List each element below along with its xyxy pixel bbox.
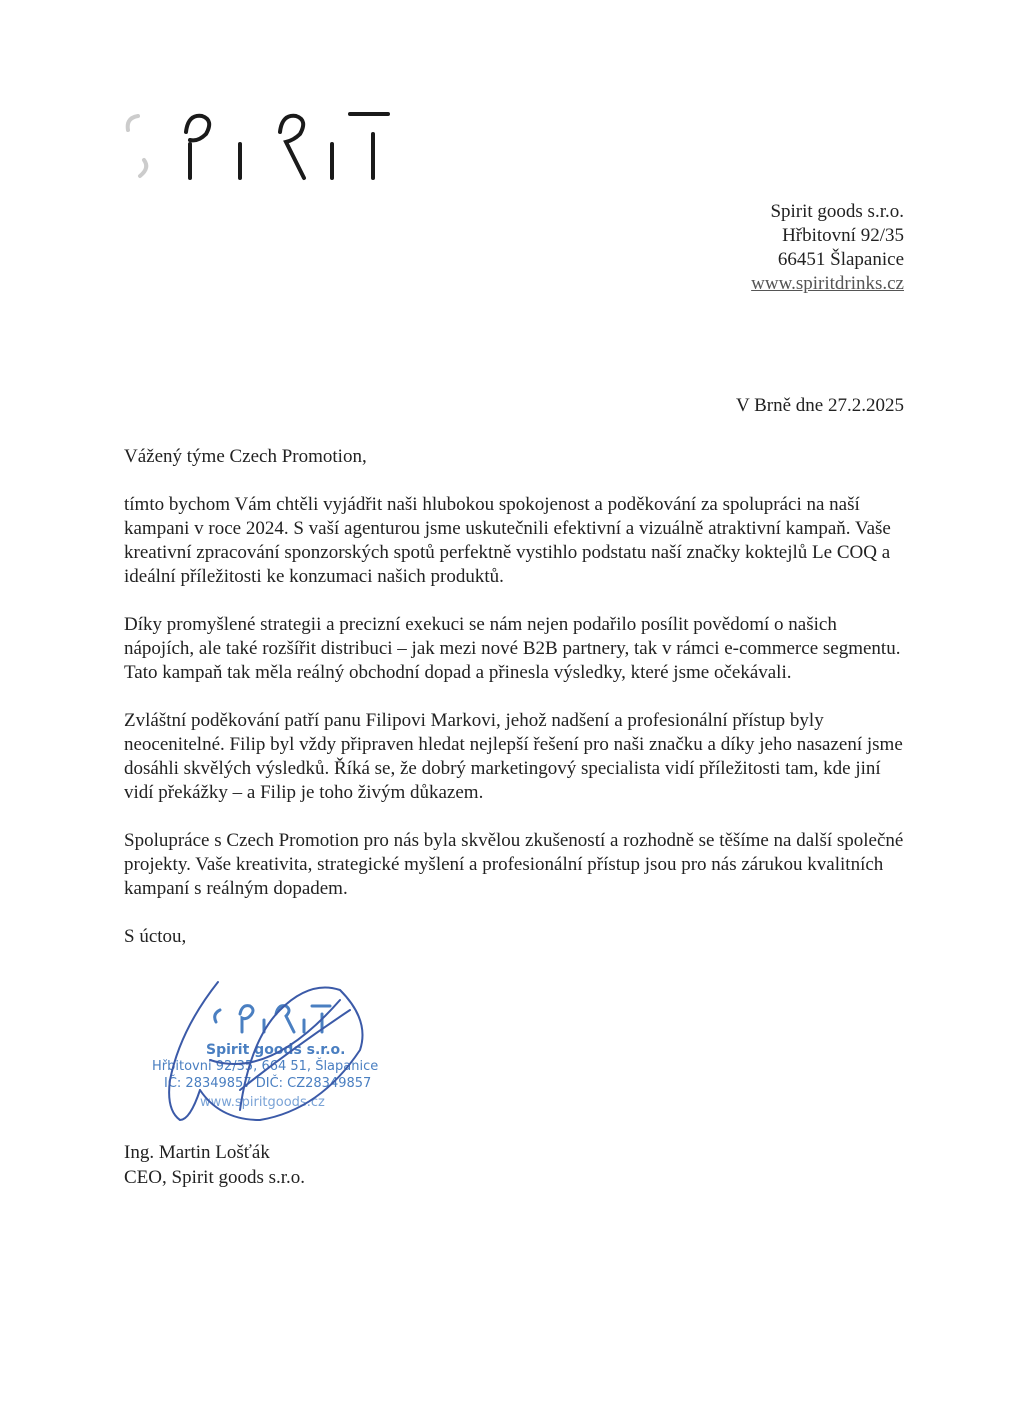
paragraph-3: Zvláštní poděkování patří panu Filipovi Markovi, jehož nadšení a profesionální přístup byly neocenitelné. Filip byl vždy připraven hledat nejlepší řešení pro naši značku a díky jeho nasazení jsme dosáhli skvělých výsledků. Říká se, že dobrý marketingový specialista vidí příležitosti tam, kde jiní vidí překážky – a Filip je toho živým důkazem. <box>124 710 903 803</box>
sender-address <box>751 200 904 296</box>
paragraph-1: tímto bychom Vám chtěli vyjádřit naši hlubokou spokojenost a poděkování za spolupráci na naší kampani v roce 2024. S vaší agenturou jsme uskutečnili efektivní a vizuálně atraktivní kampaň. Vaše kreativní zpracování sponzorských spotů perfektně vystihlo podstatu naší značky koktejlů Le COQ a ideální příležitosti ke konzumaci našich produktů. <box>124 494 891 587</box>
closing: S úctou, <box>124 926 187 947</box>
spirit-logo <box>118 104 398 184</box>
sender-company: Spirit goods s.r.o. <box>770 201 904 222</box>
sender-website-link[interactable]: www.spiritdrinks.cz <box>751 273 904 294</box>
stamp-address: Hřbitovní 92/35, 664 51, Šlapanice <box>152 1059 379 1074</box>
sender-street: Hřbitovní 92/35 <box>782 225 904 246</box>
date-line: V Brně dne 27.2.2025 <box>736 395 904 416</box>
paragraph-2: Díky promyšlené strategii a precizní exekuci se nám nejen podařilo posílit povědomí o našich nápojích, ale také rozšířit distribuci – jak mezi nové B2B partnery, tak v rámci e-commerce segmentu. Tato kampaň tak měla reálný obchodní dopad a přinesla výsledky, které jsme očekávali. <box>124 614 901 683</box>
paragraph-4: Spolupráce s Czech Promotion pro nás byla skvělou zkušeností a rozhodně se těšíme na další společné projekty. Vaše kreativita, strategické myšlení a profesionální přístup jsou pro nás zárukou kvalitních kampaní s reálným dopadem. <box>124 830 904 899</box>
stamp-website: www.spiritgoods.cz <box>200 1095 325 1110</box>
handwritten-signature <box>140 970 400 1140</box>
signer-block <box>124 1140 305 1190</box>
signer-title: CEO, Spirit goods s.r.o. <box>124 1167 306 1188</box>
sender-city: 66451 Šlapanice <box>777 249 904 270</box>
company-stamp <box>140 970 400 1140</box>
letter-body <box>124 445 904 973</box>
stamp-ids: IČ: 28349857 DIČ: CZ28349857 <box>164 1076 372 1091</box>
signer-name: Ing. Martin Lošťák <box>124 1142 270 1163</box>
stamp-company-name: Spirit goods s.r.o. <box>206 1042 346 1058</box>
salutation: Vážený týme Czech Promotion, <box>124 446 367 467</box>
